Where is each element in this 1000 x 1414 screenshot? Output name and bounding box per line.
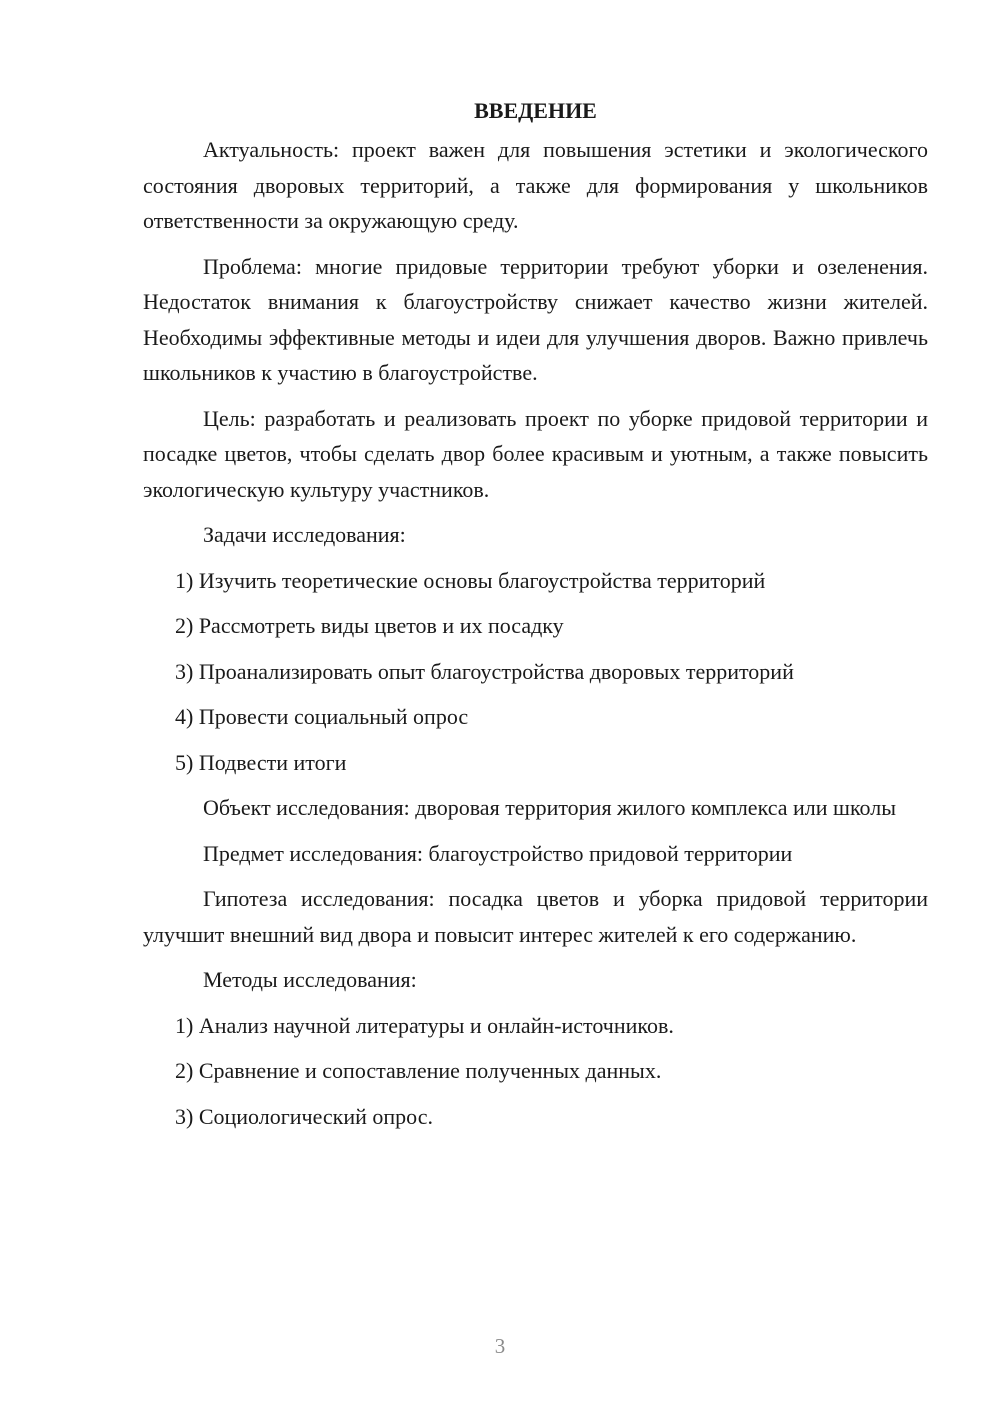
page-number: 3 <box>494 1334 506 1358</box>
list-item: 3) Проанализировать опыт благоустройства дворовых территорий <box>175 658 794 684</box>
document-page <box>143 96 928 1144</box>
hypothesis-paragraph: Гипотеза исследования: посадка цветов и уборка придовой территории улучшит внешний вид двора и повысит интерес жителей к его содержанию. <box>143 886 928 947</box>
object-paragraph: Объект исследования: дворовая территория жилого комплекса или школы <box>203 795 897 820</box>
methods-list <box>143 1008 928 1135</box>
list-item: 2) Сравнение и сопоставление полученных данных. <box>175 1058 662 1083</box>
list-item: 4) Провести социальный опрос <box>175 704 469 729</box>
tasks-list <box>143 563 928 781</box>
list-item: 5) Подвести итоги <box>175 749 347 775</box>
problem-paragraph: Проблема: многие придовые территории требуют уборки и озеленения. Недостаток внимания к благоустройству снижает качество жизни жителей. Необходимы эффективные методы и идеи для улучшения дворов. Важно привлечь школьников к участию в благоустройстве. <box>143 253 928 385</box>
subject-paragraph: Предмет исследования: благоустройство придовой территории <box>203 840 793 866</box>
list-item: 2) Рассмотреть виды цветов и их посадку <box>175 613 564 638</box>
list-item: 3) Социологический опрос. <box>175 1103 433 1129</box>
relevance-paragraph: Актуальность: проект важен для повышения эстетики и экологического состояния дворовых территорий, а также для формирования у школьников ответственности за окружающую среду. <box>143 137 928 233</box>
goal-paragraph: Цель: разработать и реализовать проект по уборке придовой территории и посадке цветов, чтобы сделать двор более красивым и уютным, а также повысить экологическую культуру участников. <box>143 405 928 502</box>
list-item: 1) Изучить теоретические основы благоустройства территорий <box>175 567 766 593</box>
section-heading: ВВЕДЕНИЕ <box>474 98 597 123</box>
list-item: 1) Анализ научной литературы и онлайн-источников. <box>175 1012 674 1038</box>
tasks-title: Задачи исследования: <box>203 522 406 547</box>
methods-title: Методы исследования: <box>203 967 417 992</box>
